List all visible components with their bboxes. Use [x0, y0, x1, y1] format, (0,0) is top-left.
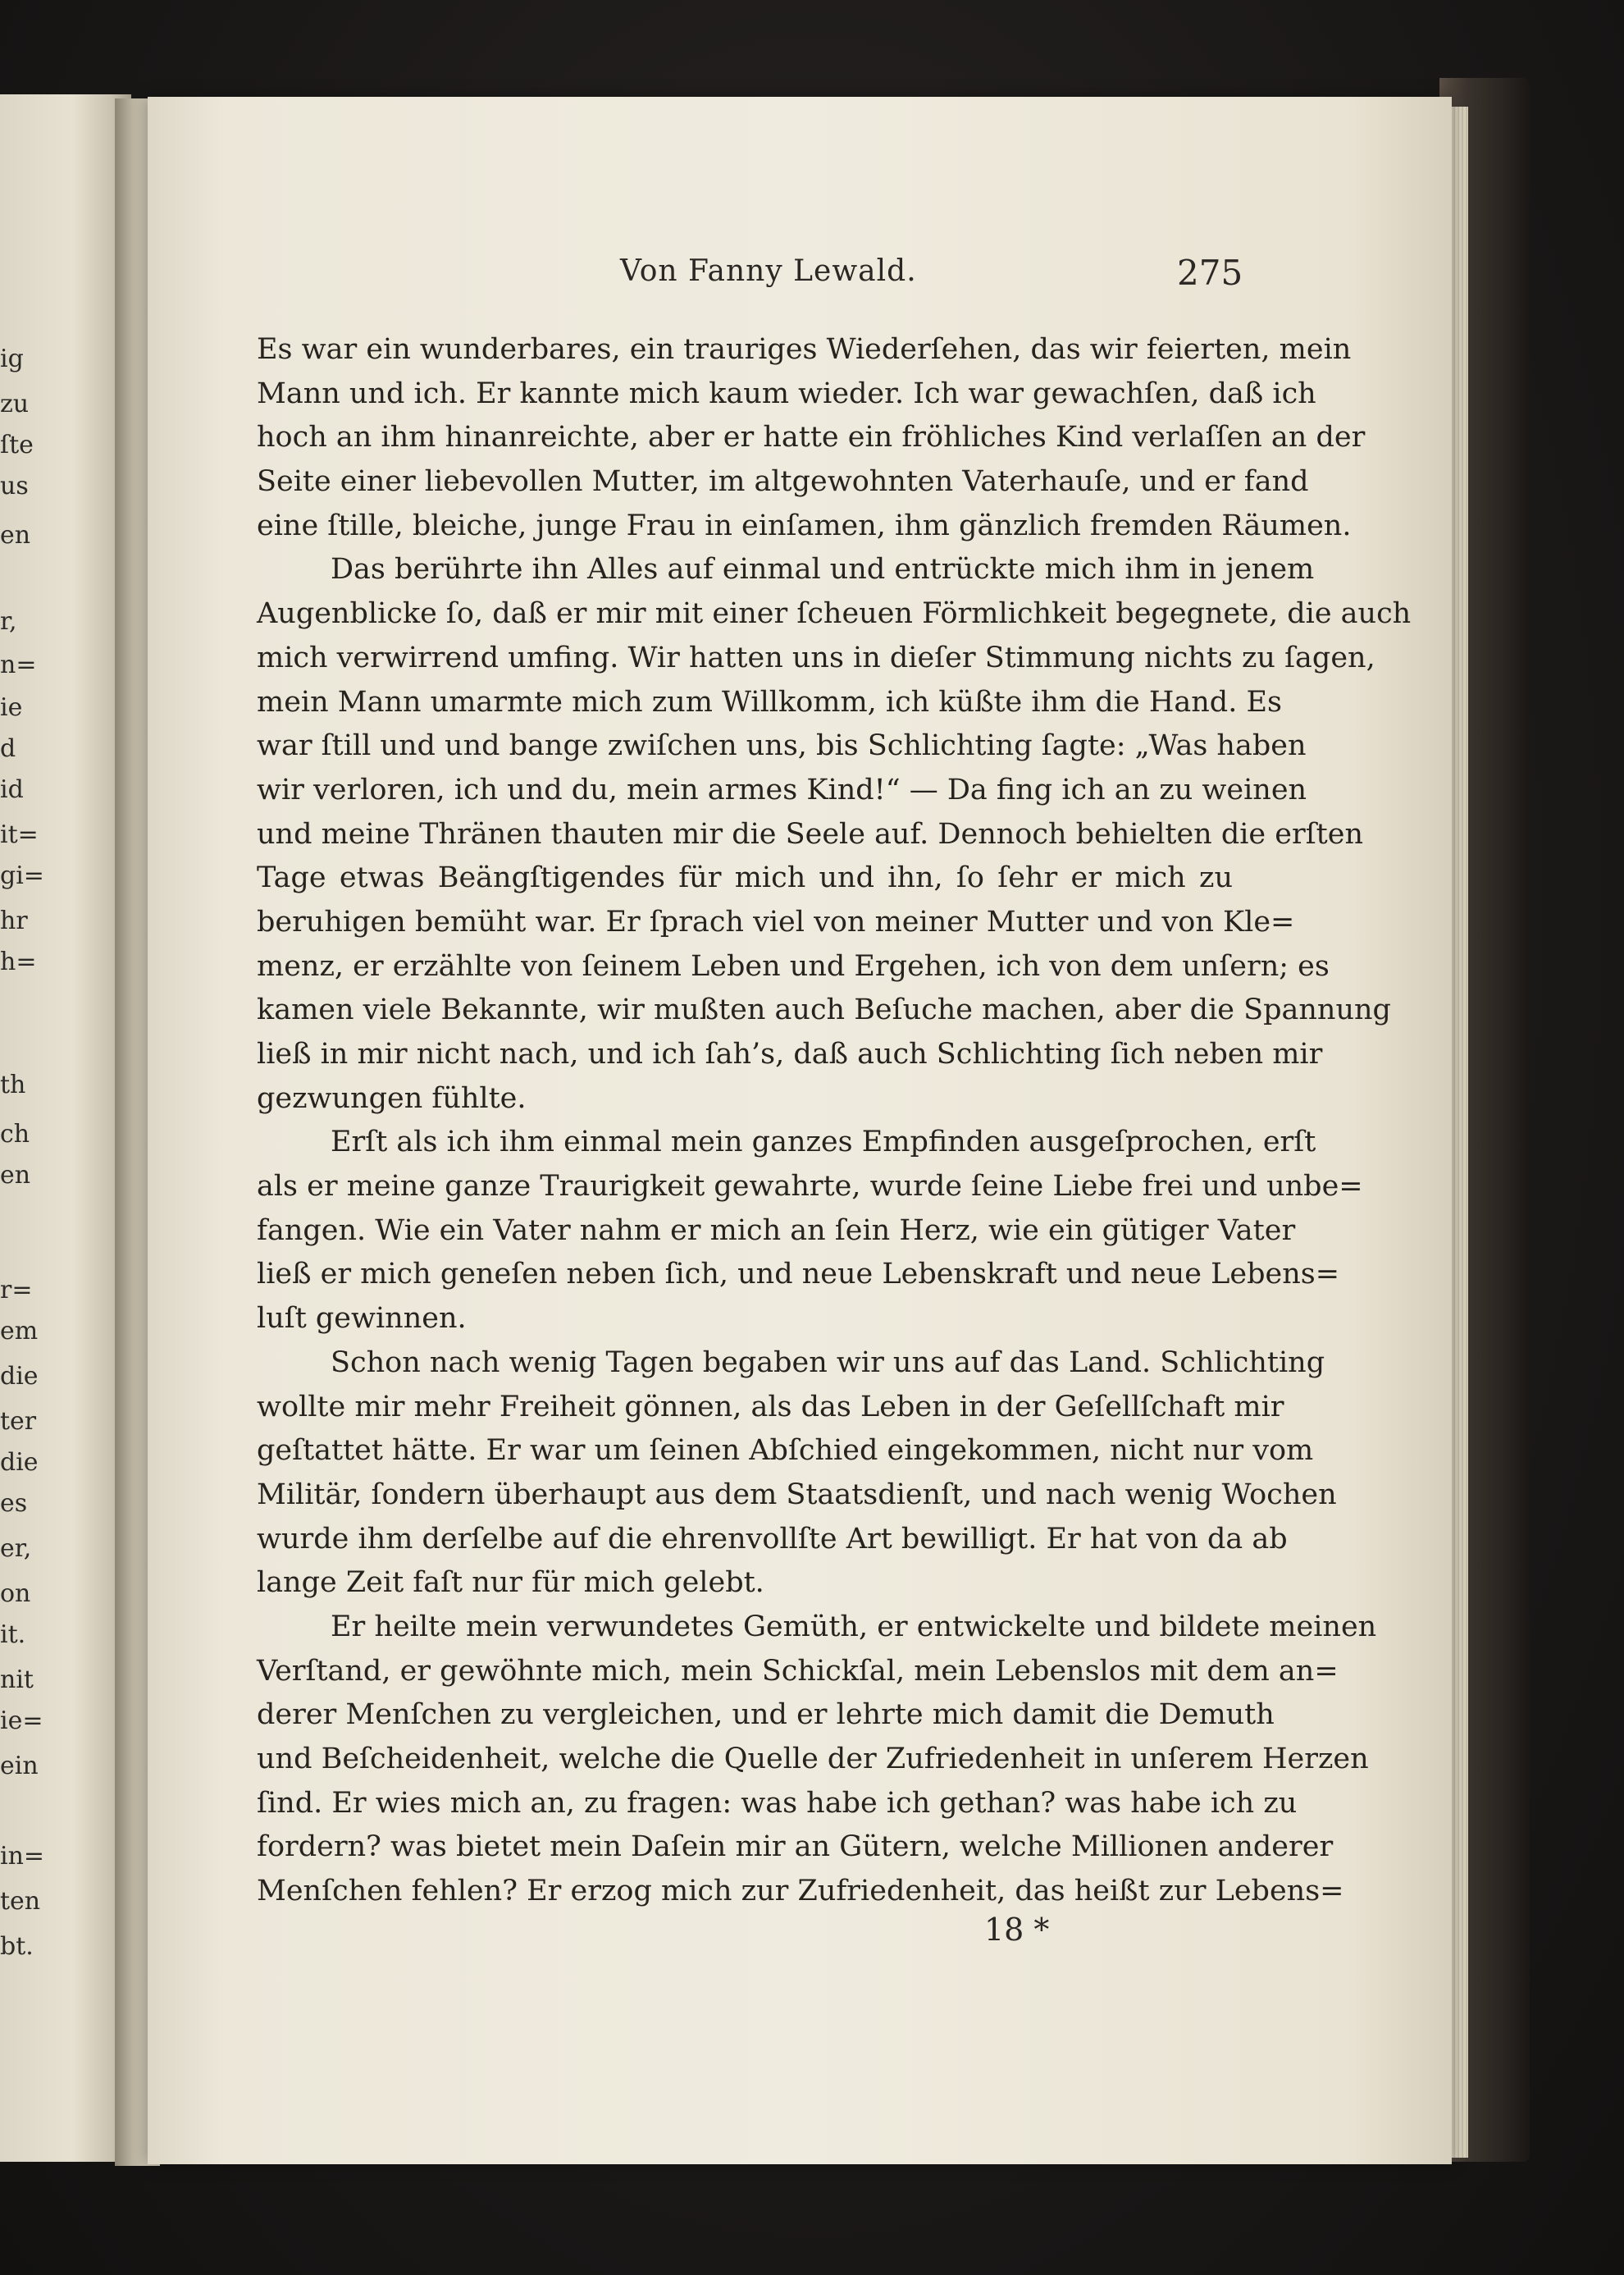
left-page-fragment: ch: [0, 1120, 30, 1149]
text-line: als er meine ganze Traurigkeit gewahrte, wurde ſeine Liebe frei und unbe=: [257, 1170, 1363, 1204]
text-line: kamen viele Bekannte, wir mußten auch Beſuche machen, aber die Spannung: [257, 994, 1391, 1027]
text-line: eine ſtille, bleiche, junge Frau in einſamen, ihm gänzlich fremden Räumen.: [257, 509, 1352, 542]
text-line: gezwungen fühlte.: [257, 1081, 527, 1115]
left-page-fragment: ter: [0, 1407, 37, 1436]
text-line: war ſtill und und bange zwiſchen uns, bis Schlichting ſagte: „Was haben: [257, 729, 1307, 763]
text-line: fangen. Wie ein Vater nahm er mich an ſein Herz, wie ein gütiger Vater: [257, 1213, 1296, 1247]
text-line: Schon nach wenig Tagen begaben wir uns auf das Land. Schlichting: [331, 1345, 1325, 1379]
text-line: derer Menſchen zu vergleichen, und er lehrte mich damit die Demuth: [257, 1698, 1275, 1732]
left-page: [0, 94, 131, 2162]
text-line: luſt gewinnen.: [257, 1302, 467, 1336]
text-line: und Beſcheidenheit, welche die Quelle der Zufriedenheit in unſerem Herzen: [257, 1743, 1369, 1775]
left-page-fragment: n=: [0, 651, 37, 679]
running-title: Von Fanny Lewald.: [620, 254, 917, 288]
left-page-fragment: ein: [0, 1752, 39, 1780]
text-line: mein Mann umarmte mich zum Willkomm, ich küßte ihm die Hand. Es: [257, 685, 1282, 719]
left-page-fragment: it.: [0, 1620, 26, 1649]
text-line: fordern? was bietet mein Daſein mir an Gütern, welche Millionen anderer: [257, 1830, 1334, 1864]
left-page-fragment: ie=: [0, 1706, 43, 1735]
left-page-fragment: ig: [0, 345, 24, 373]
text-line: Es war ein wunderbares, ein trauriges Wiederſehen, das wir feierten, mein: [257, 333, 1352, 366]
left-page-fragment: ſte: [0, 431, 34, 459]
text-line: Mann und ich. Er kannte mich kaum wieder. Ich war gewachſen, daß ich: [257, 377, 1316, 410]
text-line: und meine Thränen thauten mir die Seele auf. Dennoch behielten die erſten: [257, 817, 1363, 851]
text-line: wollte mir mehr Freiheit gönnen, als das Leben in der Geſellſchaft mir: [257, 1390, 1284, 1423]
left-page-fragment: en: [0, 521, 31, 550]
text-line: Erſt als ich ihm einmal mein ganzes Empfinden ausgeſprochen, erſt: [331, 1126, 1316, 1159]
signature-mark: 18 *: [984, 1912, 1050, 1948]
text-line: Er heilte mein verwundetes Gemüth, er entwickelte und bildete meinen: [331, 1610, 1377, 1643]
text-line: wurde ihm derſelbe auf die ehrenvollſte Art bewilligt. Er hat von da ab: [257, 1522, 1288, 1555]
left-page-fragment: ten: [0, 1887, 41, 1916]
left-page-fragment: in=: [0, 1842, 45, 1871]
left-page-fragment: us: [0, 472, 29, 500]
left-page-fragment: r,: [0, 607, 17, 636]
text-line: Militär, ſondern überhaupt aus dem Staatsdienſt, und nach wenig Wochen: [257, 1478, 1337, 1511]
left-page-fragment: id: [0, 775, 24, 804]
text-line: Augenblicke ſo, daß er mir mit einer ſcheuen Förmlichkeit begegnete, die auch: [257, 597, 1412, 631]
left-page-fragment: die: [0, 1362, 39, 1391]
left-page-fragment: d: [0, 734, 16, 763]
left-page-fragment: ie: [0, 693, 23, 722]
left-page-fragment: em: [0, 1317, 39, 1345]
text-line: Verſtand, er gewöhnte mich, mein Schickſal, mein Lebenslos mit dem an=: [257, 1654, 1339, 1688]
left-page-fragment: es: [0, 1489, 28, 1518]
body-text: [257, 328, 1412, 1914]
text-line: Das berührte ihn Alles auf einmal und entrückte mich ihm in jenem: [331, 553, 1315, 587]
left-page-fragment: h=: [0, 948, 37, 976]
left-page-fragment: die: [0, 1448, 39, 1477]
text-line: lange Zeit faſt nur für mich gelebt.: [257, 1566, 764, 1600]
left-page-fragment: r=: [0, 1276, 33, 1304]
text-line: Tage etwas Beängſtigendes für mich und ihn, ſo ſehr er mich zu: [257, 861, 1233, 895]
text-line: Menſchen fehlen? Er erzog mich zur Zufriedenheit, das heißt zur Lebens=: [257, 1875, 1344, 1908]
left-page-fragment: on: [0, 1579, 31, 1608]
left-page-fragment: hr: [0, 907, 28, 935]
left-page-fragment: en: [0, 1161, 31, 1190]
text-line: ließ in mir nicht nach, und ich ſah’s, daß auch Schlichting ſich neben mir: [257, 1038, 1323, 1071]
text-line: mich verwirrend umfing. Wir hatten uns in dieſer Stimmung nichts zu ſagen,: [257, 641, 1375, 674]
text-line: ſind. Er wies mich an, zu fragen: was habe ich gethan? was habe ich zu: [257, 1786, 1298, 1820]
text-line: ließ er mich geneſen neben ſich, und neue Lebenskraft und neue Lebens=: [257, 1258, 1340, 1291]
left-page-fragment: th: [0, 1071, 26, 1099]
text-line: hoch an ihm hinanreichte, aber er hatte ein fröhliches Kind verlaſſen an der: [257, 421, 1366, 455]
left-page-fragment: zu: [0, 390, 30, 418]
left-page-fragment: bt.: [0, 1932, 34, 1961]
left-page-fragment: nit: [0, 1665, 34, 1694]
running-head: [0, 248, 1624, 297]
text-line: menz, er erzählte von ſeinem Leben und Ergehen, ich von dem unſern; es: [257, 949, 1330, 983]
text-line: beruhigen bemüht war. Er ſprach viel von meiner Mutter und von Kle=: [257, 905, 1295, 939]
text-line: wir verloren, ich und du, mein armes Kind!“ — Da fing ich an zu weinen: [257, 773, 1307, 806]
text-line: Seite einer liebevollen Mutter, im altgewohnten Vaterhauſe, und er fand: [257, 465, 1309, 499]
left-page-fragment: it=: [0, 820, 39, 849]
left-page-fragment: er,: [0, 1534, 32, 1563]
text-line: geſtattet hätte. Er war um ſeinen Abſchied eingekommen, nicht nur vom: [257, 1434, 1314, 1468]
page-number: 275: [1177, 253, 1243, 293]
left-page-fragment: gi=: [0, 861, 44, 890]
